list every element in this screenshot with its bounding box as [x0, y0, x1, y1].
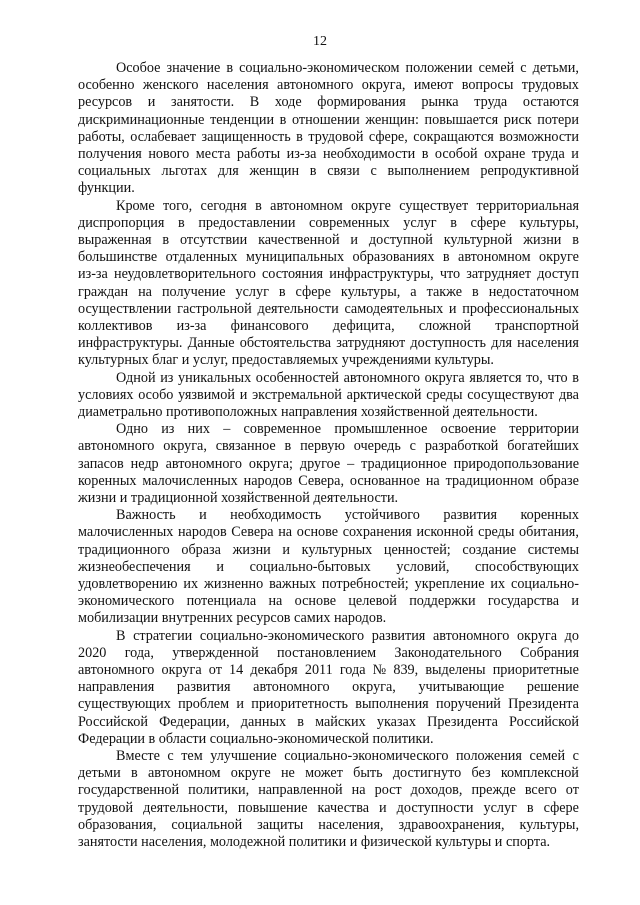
text-line: условиях особо уязвимой и экстремальной арктической среды сосуществуют два	[78, 386, 579, 403]
text-line: коренных малочисленных народов Севера, основанное на традиционном образе	[78, 472, 579, 489]
text-line: государственной политики, направленной на рост доходов, прежде всего от	[78, 782, 579, 799]
text-line: малочисленных народов Севера на основе сохранения исконной среды обитания,	[78, 524, 579, 541]
text-line: из-за неудовлетворительного состояния инфраструктуры, что затрудняет доступ	[78, 266, 579, 283]
text-line: существующих проблем и приоритетность выполнения поручений Президента	[78, 696, 579, 713]
text-line: ресурсов и занятости. В ходе формирования рынка труда остаются	[78, 94, 579, 111]
text-line: Российской Федерации, данных в майских указах Президента Российской	[78, 713, 579, 730]
text-line: инфраструктуры. Данные обстоятельства затрудняют доступность для населения	[78, 335, 579, 352]
text-line: Особое значение в социально-экономическом положении семей с детьми,	[116, 60, 579, 76]
text-line: коллективов из-за финансового дефицита, сложной транспортной	[78, 318, 579, 334]
text-line: Одно из них – современное промышленное освоение территории	[116, 421, 579, 438]
text-line: Кроме того, сегодня в автономном округе существует территориальная	[116, 197, 579, 214]
text-line: запасов недр автономного округа; другое – традиционное природопользование	[78, 455, 579, 472]
text-line: социальных льготах для женщин в связи с выполнением репродуктивной	[78, 163, 579, 180]
text-line: автономного округа, связанное в первую очередь с разработкой богатейших	[78, 438, 579, 455]
text-line: удовлетворению их жизненно важных потребностей; укрепление их социально-	[78, 576, 579, 592]
text-line: жизнеобеспечения и социально-бытовых условий, способствующих	[78, 558, 579, 575]
text-line: культурных благ и услуг, предоставляемых учреждениями культуры.	[78, 352, 494, 369]
text-line: большинстве отдаленных муниципальных образованиях в автономном округе	[78, 249, 579, 266]
text-line: особенно женского населения автономного округа, имеют вопросы трудовых	[78, 77, 579, 94]
text-line: детьми в автономном округе не может быть достигнуто без комплексной	[78, 765, 579, 782]
text-line: трудовой деятельности, повышение качества и доступности услуг в сфере	[78, 799, 579, 816]
text-line: Важность и необходимость устойчивого развития коренных	[116, 507, 579, 524]
text-line: 2020 года, утвержденной постановлением Законодательного Собрания	[78, 644, 579, 661]
text-line: занятости населения, молодежной политики и физической культуры и спорта.	[78, 834, 551, 850]
text-line: выраженная в отсутствии качественной и доступной культурной жизни в	[78, 232, 579, 248]
text-line: Вместе с тем улучшение социально-экономического положения семей с	[116, 748, 579, 764]
text-line: мобилизации внутренних ресурсов самих народов.	[78, 610, 387, 627]
text-line: образования, социальной защиты населения, здравоохранения, культуры,	[78, 816, 579, 833]
text-line: традиционного образа жизни и культурных ценностей; создание системы	[78, 541, 579, 558]
text-line: жизни и традиционной хозяйственной деятельности.	[78, 490, 399, 506]
text-line: граждан на получение услуг в сфере культуры, а также в недостаточном	[78, 283, 579, 300]
text-line: диспропорция в предоставлении современных услуг в сфере культуры,	[78, 214, 579, 231]
text-line: функции.	[78, 180, 135, 197]
text-line: Одной из уникальных особенностей автономного округа является то, что в	[116, 369, 579, 386]
text-line: автономного округа от 14 декабря 2011 года № 839, выделены приоритетные	[78, 662, 579, 678]
text-line: дискриминационные тенденции в отношении женщин: повышается риск потери	[78, 111, 579, 128]
text-line: Федерации в области социально-экономической политики.	[78, 730, 434, 747]
text-line: получения нового места работы из-за необходимости в особой охране труда и	[78, 146, 579, 162]
text-line: осуществлении гастрольной деятельности самодеятельных и профессиональных	[78, 300, 579, 317]
text-line: направления развития автономного округа, учитывающие решение	[78, 679, 579, 696]
text-line: экономического потенциала на основе целевой поддержки государства и	[78, 593, 579, 610]
page-number: 12	[313, 34, 327, 49]
text-line: работы, ослабевает защищенность в трудовой сфере, сокращаются возможности	[78, 128, 579, 145]
text-line: В стратегии социально-экономического развития автономного округа до	[116, 627, 579, 644]
text-line: диаметрально противоположных направления хозяйственной деятельности.	[78, 404, 538, 420]
